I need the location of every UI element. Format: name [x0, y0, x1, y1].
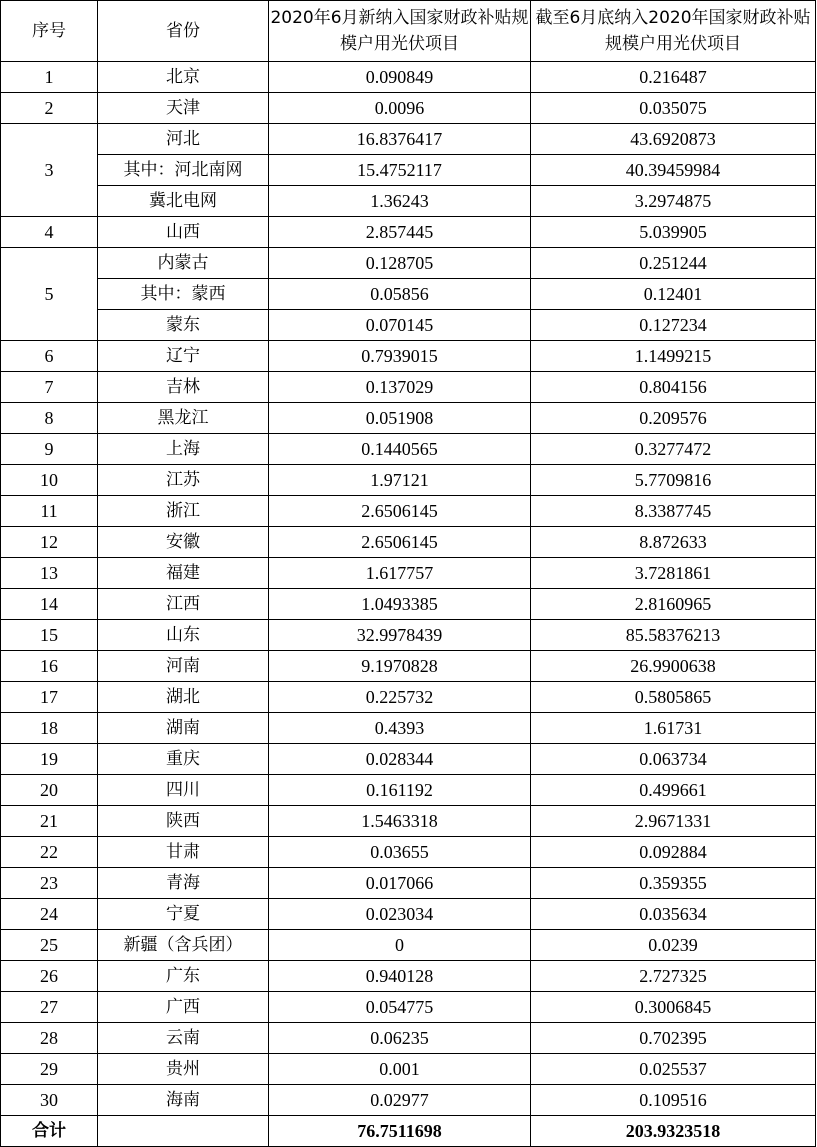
table-row — [1, 248, 816, 279]
row-cumulative-june: 0.804156 — [531, 372, 816, 403]
row-cumulative-june: 0.035634 — [531, 899, 816, 930]
row-seq: 29 — [1, 1054, 98, 1085]
table-row — [1, 496, 816, 527]
row-seq: 19 — [1, 744, 98, 775]
row-new-june: 0.4393 — [269, 713, 531, 744]
table-row — [1, 868, 816, 899]
table-row — [1, 186, 816, 217]
row-seq: 15 — [1, 620, 98, 651]
row-new-june: 2.857445 — [269, 217, 531, 248]
row-cumulative-june: 0.5805865 — [531, 682, 816, 713]
row-cumulative-june: 0.035075 — [531, 93, 816, 124]
row-new-june: 1.5463318 — [269, 806, 531, 837]
row-new-june: 0.017066 — [269, 868, 531, 899]
table-row — [1, 620, 816, 651]
table-row — [1, 155, 816, 186]
header-cumulative-june: 截至6月底纳入2020年国家财政补贴规模户用光伏项目 — [531, 1, 816, 62]
table-row — [1, 124, 816, 155]
row-new-june: 0.070145 — [269, 310, 531, 341]
row-new-june: 0.051908 — [269, 403, 531, 434]
table-row — [1, 527, 816, 558]
row-province: 海南 — [98, 1085, 269, 1116]
table-row — [1, 434, 816, 465]
row-seq: 26 — [1, 961, 98, 992]
table-row — [1, 651, 816, 682]
table-row — [1, 465, 816, 496]
table-row — [1, 1023, 816, 1054]
table-row — [1, 589, 816, 620]
row-province: 上海 — [98, 434, 269, 465]
row-new-june: 0.090849 — [269, 62, 531, 93]
row-new-june: 0.028344 — [269, 744, 531, 775]
row-seq: 16 — [1, 651, 98, 682]
row-province: 安徽 — [98, 527, 269, 558]
table-row — [1, 217, 816, 248]
row-new-june: 1.36243 — [269, 186, 531, 217]
table-row — [1, 992, 816, 1023]
row-province: 天津 — [98, 93, 269, 124]
row-cumulative-june: 2.9671331 — [531, 806, 816, 837]
row-cumulative-june: 1.1499215 — [531, 341, 816, 372]
row-new-june: 0.02977 — [269, 1085, 531, 1116]
row-new-june: 1.617757 — [269, 558, 531, 589]
row-province: 山西 — [98, 217, 269, 248]
row-province: 福建 — [98, 558, 269, 589]
row-cumulative-june: 0.3006845 — [531, 992, 816, 1023]
row-new-june: 2.6506145 — [269, 496, 531, 527]
row-seq: 12 — [1, 527, 98, 558]
row-new-june: 0.054775 — [269, 992, 531, 1023]
row-new-june: 0.225732 — [269, 682, 531, 713]
row-new-june: 9.1970828 — [269, 651, 531, 682]
row-province: 云南 — [98, 1023, 269, 1054]
header-new-june: 2020年6月新纳入国家财政补贴规模户用光伏项目 — [269, 1, 531, 62]
total-label: 合计 — [1, 1116, 98, 1147]
row-province: 浙江 — [98, 496, 269, 527]
row-seq: 20 — [1, 775, 98, 806]
row-cumulative-june: 5.039905 — [531, 217, 816, 248]
row-province: 广东 — [98, 961, 269, 992]
table-row — [1, 558, 816, 589]
table-row — [1, 279, 816, 310]
row-province: 吉林 — [98, 372, 269, 403]
row-cumulative-june: 85.58376213 — [531, 620, 816, 651]
table-row — [1, 341, 816, 372]
table-row — [1, 744, 816, 775]
table-row — [1, 837, 816, 868]
row-cumulative-june: 0.063734 — [531, 744, 816, 775]
table-row — [1, 93, 816, 124]
row-seq: 3 — [1, 124, 98, 217]
table-row — [1, 310, 816, 341]
row-seq: 21 — [1, 806, 98, 837]
row-new-june: 0.001 — [269, 1054, 531, 1085]
row-new-june: 0.0096 — [269, 93, 531, 124]
table-row — [1, 62, 816, 93]
row-cumulative-june: 8.3387745 — [531, 496, 816, 527]
row-new-june: 15.4752117 — [269, 155, 531, 186]
table-row — [1, 775, 816, 806]
row-province: 贵州 — [98, 1054, 269, 1085]
row-cumulative-june: 0.702395 — [531, 1023, 816, 1054]
row-province: 北京 — [98, 62, 269, 93]
row-cumulative-june: 5.7709816 — [531, 465, 816, 496]
row-province: 宁夏 — [98, 899, 269, 930]
row-province: 河北 — [98, 124, 269, 155]
row-new-june: 0.023034 — [269, 899, 531, 930]
row-new-june: 2.6506145 — [269, 527, 531, 558]
row-province: 广西 — [98, 992, 269, 1023]
table-body — [1, 62, 816, 1116]
row-cumulative-june: 0.092884 — [531, 837, 816, 868]
row-seq: 10 — [1, 465, 98, 496]
row-cumulative-june: 0.109516 — [531, 1085, 816, 1116]
row-province: 其中：河北南网 — [98, 155, 269, 186]
row-cumulative-june: 0.216487 — [531, 62, 816, 93]
row-province: 湖南 — [98, 713, 269, 744]
row-province: 重庆 — [98, 744, 269, 775]
total-cumulative: 203.9323518 — [531, 1116, 816, 1147]
row-new-june: 0.1440565 — [269, 434, 531, 465]
row-province: 甘肃 — [98, 837, 269, 868]
table-row — [1, 930, 816, 961]
row-cumulative-june: 3.7281861 — [531, 558, 816, 589]
table-row — [1, 1085, 816, 1116]
row-seq: 2 — [1, 93, 98, 124]
row-cumulative-june: 8.872633 — [531, 527, 816, 558]
row-seq: 17 — [1, 682, 98, 713]
row-province: 黑龙江 — [98, 403, 269, 434]
row-cumulative-june: 0.359355 — [531, 868, 816, 899]
row-new-june: 0.7939015 — [269, 341, 531, 372]
row-cumulative-june: 2.727325 — [531, 961, 816, 992]
row-province: 内蒙古 — [98, 248, 269, 279]
table-row — [1, 961, 816, 992]
row-cumulative-june: 2.8160965 — [531, 589, 816, 620]
row-cumulative-june: 0.3277472 — [531, 434, 816, 465]
row-new-june: 32.9978439 — [269, 620, 531, 651]
row-cumulative-june: 0.127234 — [531, 310, 816, 341]
row-cumulative-june: 0.025537 — [531, 1054, 816, 1085]
row-cumulative-june: 0.499661 — [531, 775, 816, 806]
table-row — [1, 899, 816, 930]
row-province: 河南 — [98, 651, 269, 682]
row-seq: 11 — [1, 496, 98, 527]
row-seq: 6 — [1, 341, 98, 372]
row-new-june: 1.0493385 — [269, 589, 531, 620]
row-cumulative-june: 26.9900638 — [531, 651, 816, 682]
row-cumulative-june: 0.209576 — [531, 403, 816, 434]
header-row — [1, 1, 816, 62]
row-cumulative-june: 0.0239 — [531, 930, 816, 961]
header-province: 省份 — [98, 1, 269, 62]
row-seq: 28 — [1, 1023, 98, 1054]
row-province: 山东 — [98, 620, 269, 651]
table-row — [1, 806, 816, 837]
row-seq: 25 — [1, 930, 98, 961]
row-seq: 13 — [1, 558, 98, 589]
row-cumulative-june: 3.2974875 — [531, 186, 816, 217]
row-province: 青海 — [98, 868, 269, 899]
row-province: 新疆（含兵团） — [98, 930, 269, 961]
row-seq: 4 — [1, 217, 98, 248]
row-cumulative-june: 0.12401 — [531, 279, 816, 310]
row-seq: 24 — [1, 899, 98, 930]
total-new: 76.7511698 — [269, 1116, 531, 1147]
row-new-june: 16.8376417 — [269, 124, 531, 155]
row-province: 冀北电网 — [98, 186, 269, 217]
table-row — [1, 682, 816, 713]
row-new-june: 0.128705 — [269, 248, 531, 279]
row-province: 江西 — [98, 589, 269, 620]
row-new-june: 0 — [269, 930, 531, 961]
row-cumulative-june: 43.6920873 — [531, 124, 816, 155]
row-province: 其中：蒙西 — [98, 279, 269, 310]
row-new-june: 0.161192 — [269, 775, 531, 806]
row-cumulative-june: 40.39459984 — [531, 155, 816, 186]
row-new-june: 0.137029 — [269, 372, 531, 403]
row-province: 辽宁 — [98, 341, 269, 372]
row-seq: 9 — [1, 434, 98, 465]
table-row — [1, 1054, 816, 1085]
row-seq: 5 — [1, 248, 98, 341]
row-new-june: 0.940128 — [269, 961, 531, 992]
table-row — [1, 372, 816, 403]
row-seq: 27 — [1, 992, 98, 1023]
row-province: 湖北 — [98, 682, 269, 713]
row-seq: 14 — [1, 589, 98, 620]
row-province: 四川 — [98, 775, 269, 806]
row-province: 陕西 — [98, 806, 269, 837]
row-seq: 7 — [1, 372, 98, 403]
row-cumulative-june: 0.251244 — [531, 248, 816, 279]
table-row — [1, 713, 816, 744]
row-province: 蒙东 — [98, 310, 269, 341]
row-cumulative-june: 1.61731 — [531, 713, 816, 744]
row-seq: 30 — [1, 1085, 98, 1116]
row-new-june: 0.05856 — [269, 279, 531, 310]
row-seq: 1 — [1, 62, 98, 93]
row-seq: 22 — [1, 837, 98, 868]
row-new-june: 0.03655 — [269, 837, 531, 868]
row-seq: 18 — [1, 713, 98, 744]
row-new-june: 1.97121 — [269, 465, 531, 496]
row-province: 江苏 — [98, 465, 269, 496]
header-seq: 序号 — [1, 1, 98, 62]
row-seq: 23 — [1, 868, 98, 899]
row-seq: 8 — [1, 403, 98, 434]
table-row — [1, 403, 816, 434]
row-new-june: 0.06235 — [269, 1023, 531, 1054]
